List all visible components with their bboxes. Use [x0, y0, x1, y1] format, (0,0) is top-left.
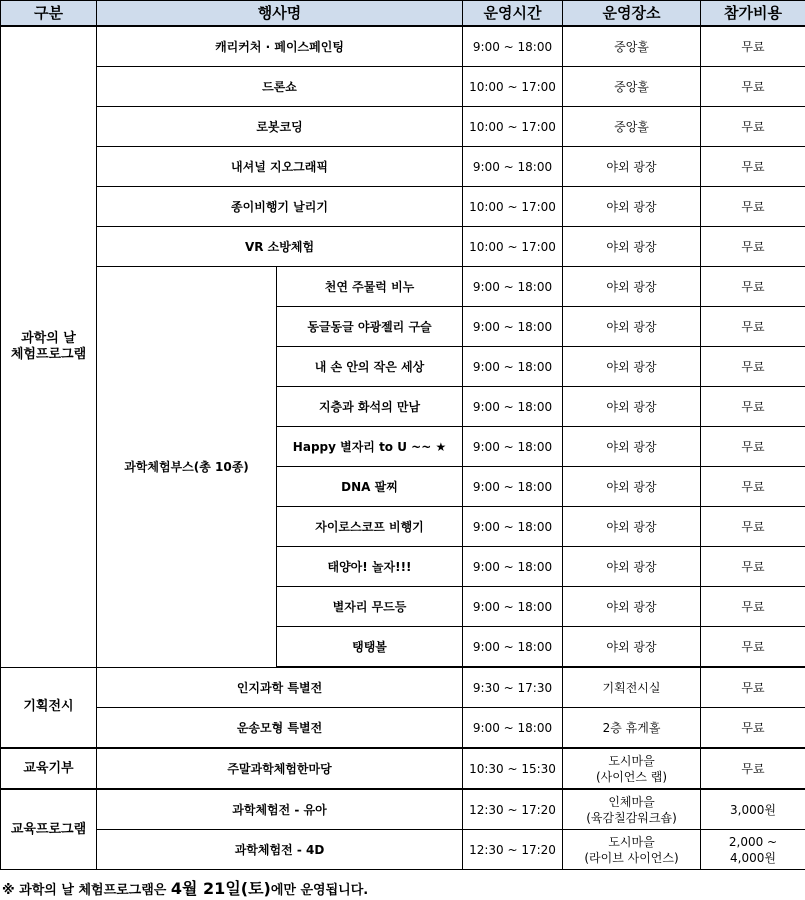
event-time: 9:00 ~ 18:00	[463, 147, 563, 187]
footnote-prefix: ※ 과학의 날 체험프로그램은	[2, 883, 171, 898]
event-place: 도시마을 (라이브 사이언스)	[563, 830, 701, 870]
event-name: 운송모형 특별전	[97, 708, 463, 749]
event-name: 탱탱볼	[277, 627, 463, 668]
table-row	[1, 187, 805, 227]
event-fee: 무료	[701, 708, 805, 749]
table-row	[1, 708, 805, 749]
event-place: 야외 광장	[563, 467, 701, 507]
table-row	[1, 26, 805, 67]
event-fee: 3,000원	[701, 789, 805, 830]
subcategory-cell: 과학체험부스(총 10종)	[97, 267, 277, 668]
event-fee: 무료	[701, 467, 805, 507]
event-time: 9:00 ~ 18:00	[463, 587, 563, 627]
category-cell: 기획전시	[1, 667, 97, 748]
header-row	[1, 1, 805, 27]
event-name: 캐리커처 · 페이스페인팅	[97, 26, 463, 67]
header-event-name: 행사명	[97, 1, 463, 27]
event-place: 야외 광장	[563, 507, 701, 547]
event-time: 12:30 ~ 17:20	[463, 789, 563, 830]
event-fee: 무료	[701, 427, 805, 467]
event-fee: 2,000 ~ 4,000원	[701, 830, 805, 870]
event-fee: 무료	[701, 147, 805, 187]
event-name: 드론쇼	[97, 67, 463, 107]
table-row	[1, 67, 805, 107]
event-name: 내셔널 지오그래픽	[97, 147, 463, 187]
event-time: 9:00 ~ 18:00	[463, 627, 563, 668]
category-cell: 과학의 날 체험프로그램	[1, 26, 97, 667]
event-name: 인지과학 특별전	[97, 667, 463, 708]
event-name: 과학체험전 - 4D	[97, 830, 463, 870]
footnote	[2, 880, 805, 900]
category-cell: 교육프로그램	[1, 789, 97, 870]
header-fee: 참가비용	[701, 1, 805, 27]
event-name: 천연 주물럭 비누	[277, 267, 463, 307]
table-row	[1, 830, 805, 870]
event-fee: 무료	[701, 67, 805, 107]
event-time: 9:00 ~ 18:00	[463, 307, 563, 347]
event-fee: 무료	[701, 267, 805, 307]
event-name: 종이비행기 날리기	[97, 187, 463, 227]
event-name: Happy 별자리 to U ~~ ★	[277, 427, 463, 467]
event-time: 10:30 ~ 15:30	[463, 748, 563, 789]
event-place: 인체마을 (육감칠감워크숍)	[563, 789, 701, 830]
event-name: 지층과 화석의 만남	[277, 387, 463, 427]
event-fee: 무료	[701, 387, 805, 427]
event-fee: 무료	[701, 507, 805, 547]
event-name: 별자리 무드등	[277, 587, 463, 627]
event-place: 야외 광장	[563, 547, 701, 587]
event-name: 로봇코딩	[97, 107, 463, 147]
table-row	[1, 107, 805, 147]
event-fee: 무료	[701, 627, 805, 668]
event-place: 중앙홀	[563, 26, 701, 67]
event-place: 야외 광장	[563, 187, 701, 227]
event-fee: 무료	[701, 227, 805, 267]
event-fee: 무료	[701, 587, 805, 627]
event-time: 9:00 ~ 18:00	[463, 507, 563, 547]
event-name: 주말과학체험한마당	[97, 748, 463, 789]
table-row	[1, 748, 805, 789]
header-place: 운영장소	[563, 1, 701, 27]
event-place: 중앙홀	[563, 107, 701, 147]
table-row	[1, 789, 805, 830]
event-name: VR 소방체험	[97, 227, 463, 267]
footnote-date: 4월 21일(토)	[171, 879, 271, 898]
event-place: 야외 광장	[563, 427, 701, 467]
event-place: 야외 광장	[563, 587, 701, 627]
event-fee: 무료	[701, 26, 805, 67]
event-fee: 무료	[701, 748, 805, 789]
event-time: 10:00 ~ 17:00	[463, 187, 563, 227]
event-place: 야외 광장	[563, 387, 701, 427]
table-row	[1, 267, 805, 307]
event-place: 야외 광장	[563, 307, 701, 347]
event-fee: 무료	[701, 667, 805, 708]
event-time: 10:00 ~ 17:00	[463, 67, 563, 107]
event-time: 9:00 ~ 18:00	[463, 26, 563, 67]
event-place: 야외 광장	[563, 627, 701, 668]
table-row	[1, 147, 805, 187]
event-fee: 무료	[701, 307, 805, 347]
event-place: 야외 광장	[563, 147, 701, 187]
event-time: 9:00 ~ 18:00	[463, 387, 563, 427]
event-time: 9:00 ~ 18:00	[463, 267, 563, 307]
event-time: 9:00 ~ 18:00	[463, 427, 563, 467]
table-row	[1, 227, 805, 267]
table-row	[1, 667, 805, 708]
event-time: 9:00 ~ 18:00	[463, 467, 563, 507]
event-name: 태양아! 놀자!!!	[277, 547, 463, 587]
event-name: 내 손 안의 작은 세상	[277, 347, 463, 387]
event-name: DNA 팔찌	[277, 467, 463, 507]
header-time: 운영시간	[463, 1, 563, 27]
event-time: 9:00 ~ 18:00	[463, 547, 563, 587]
event-name: 자이로스코프 비행기	[277, 507, 463, 547]
event-place: 2층 휴게홀	[563, 708, 701, 749]
event-place: 도시마을 (사이언스 랩)	[563, 748, 701, 789]
event-time: 9:30 ~ 17:30	[463, 667, 563, 708]
event-time: 9:00 ~ 18:00	[463, 347, 563, 387]
event-name: 동글동글 야광젤리 구슬	[277, 307, 463, 347]
event-fee: 무료	[701, 547, 805, 587]
header-category: 구분	[1, 1, 97, 27]
event-fee: 무료	[701, 187, 805, 227]
event-place: 야외 광장	[563, 227, 701, 267]
event-place: 야외 광장	[563, 267, 701, 307]
event-time: 12:30 ~ 17:20	[463, 830, 563, 870]
event-place: 기획전시실	[563, 667, 701, 708]
event-time: 9:00 ~ 18:00	[463, 708, 563, 749]
event-place: 야외 광장	[563, 347, 701, 387]
event-name: 과학체험전 - 유아	[97, 789, 463, 830]
event-time: 10:00 ~ 17:00	[463, 107, 563, 147]
event-time: 10:00 ~ 17:00	[463, 227, 563, 267]
event-fee: 무료	[701, 107, 805, 147]
event-fee: 무료	[701, 347, 805, 387]
category-cell: 교육기부	[1, 748, 97, 789]
footnote-suffix: 에만 운영됩니다.	[271, 883, 368, 898]
event-place: 중앙홀	[563, 67, 701, 107]
